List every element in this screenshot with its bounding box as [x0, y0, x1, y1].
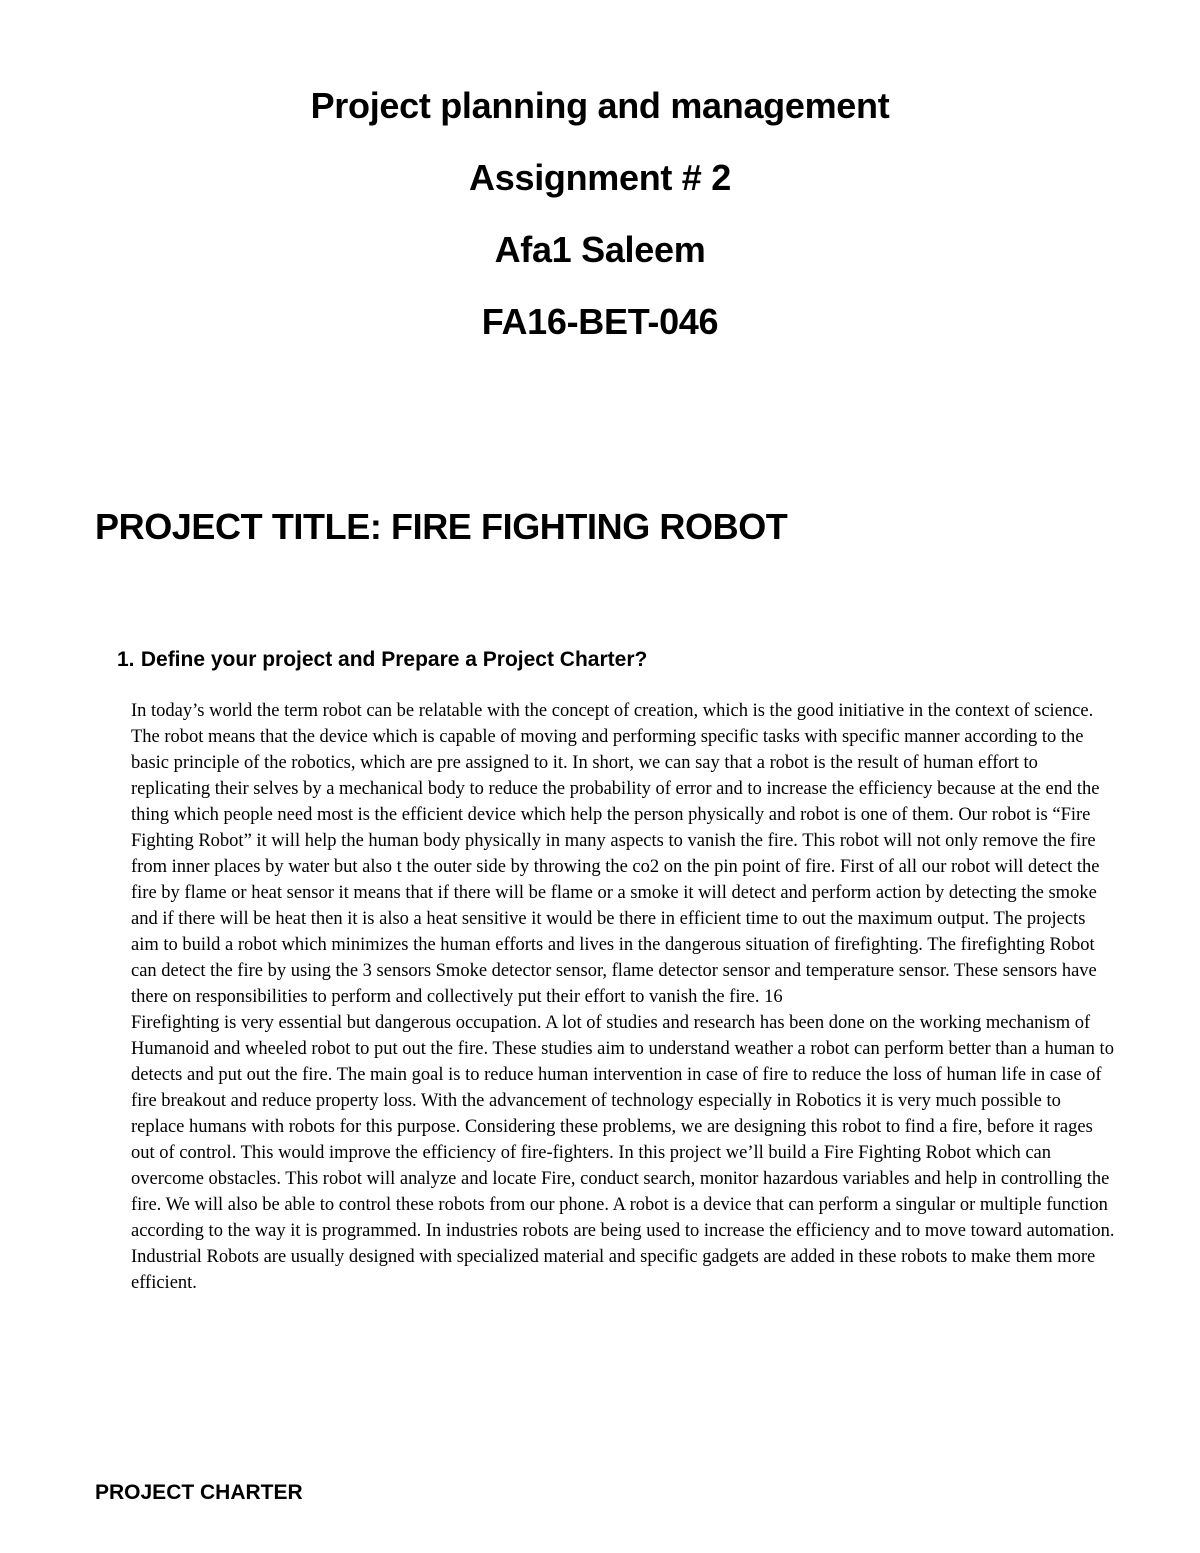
question-1 — [117, 648, 647, 672]
section-heading-project-charter: PROJECT CHARTER — [95, 1481, 303, 1504]
answer-body — [131, 698, 1116, 1296]
student-name: Afa1 Saleem — [494, 229, 706, 270]
title-block — [0, 70, 1200, 358]
answer-paragraph-2: Firefighting is very essential but dangerous occupation. A lot of studies and research has been done on the working mechanism of Humanoid and wheeled robot to put out the fire. These studies aim to understand weather a robot can perform better than a human to detects and put out the fire. The main goal is to reduce human intervention in case of fire to reduce the loss of human life in case of fire breakout and reduce property loss. With the advancement of technology especially in Robotics it is very much possible to replace humans with robots for this purpose. Considering these problems, we are designing this robot to find a fire, before it rages out of control. This would improve the efficiency of fire-fighters. In this project we’ll build a Fire Fighting Robot which can overcome obstacles. This robot will analyze and locate Fire, conduct search, monitor hazardous variables and help in controlling the fire. We will also be able to control these robots from our phone. A robot is a device that can perform a singular or multiple function according to the way it is programmed. In industries robots are being used to increase the efficiency and to move toward automation. Industrial Robots are usually designed with specialized material and specific gadgets are added in these robots to make them more efficient. — [131, 1013, 1115, 1293]
assignment-number: Assignment # 2 — [469, 157, 731, 198]
course-title: Project planning and management — [310, 85, 890, 126]
question-text: Define your project and Prepare a Project Charter? — [140, 648, 648, 671]
answer-paragraph-1: In today’s world the term robot can be relatable with the concept of creation, which is the good initiative in the context of science. The robot means that the device which is capable of moving and performing specific tasks with specific manner according to the basic principle of the robotics, which are pre assigned to it. In short, we can say that a robot is the result of human effort to replicating their selves by a mechanical body to reduce the probability of error and to increase the efficiency because at the end the thing which people need most is the efficient device which help the person physically and robot is one of them. Our robot is “Fire Fighting Robot” it will help the human body physically in many aspects to vanish the fire. This robot will not only remove the fire from inner places by water but also t the outer side by throwing the co2 on the pin point of fire. First of all our robot will detect the fire by flame or heat sensor it means that if there will be flame or a smoke it will detect and perform action by detecting the smoke and if there will be heat then it is also a heat sensitive it would be there in efficient time to out the maximum output. The projects aim to build a robot which minimizes the human efforts and lives in the dangerous situation of firefighting. The firefighting Robot can detect the fire by using the 3 sensors Smoke detector sensor, flame detector sensor and temperature sensor. These sensors have there on responsibilities to perform and collectively put their effort to vanish the fire. 16 — [131, 701, 1100, 1007]
registration-number: FA16-BET-046 — [481, 301, 719, 342]
question-number: 1. — [117, 648, 135, 671]
project-title: PROJECT TITLE: FIRE FIGHTING ROBOT — [95, 506, 788, 547]
